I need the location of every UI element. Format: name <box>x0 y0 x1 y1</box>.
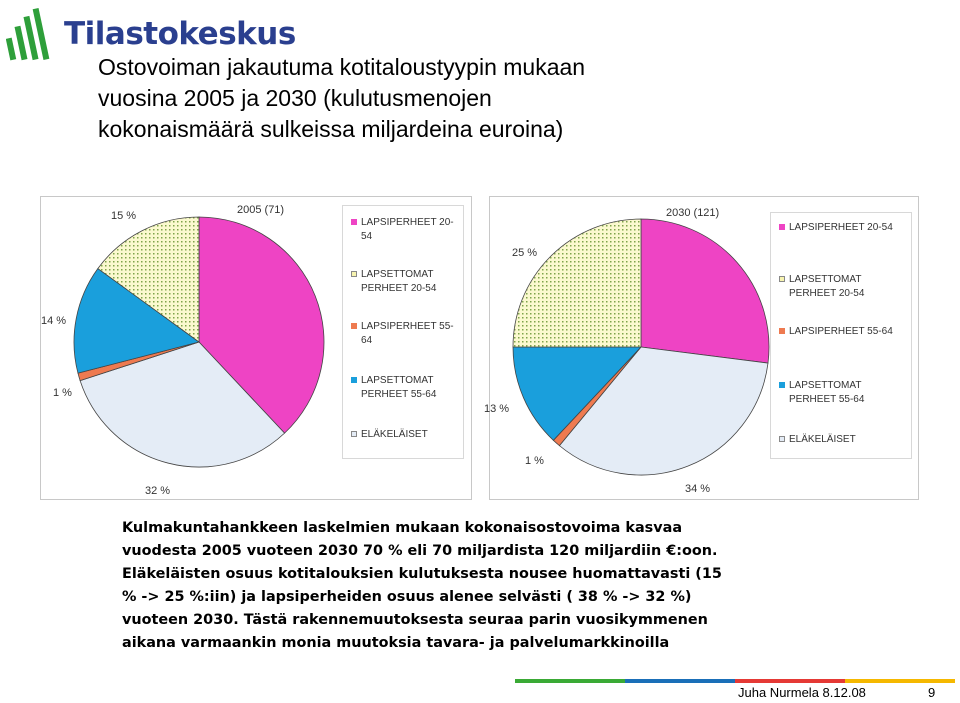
legend-label: LAPSIPERHEET 55-64 <box>361 321 454 346</box>
summary-line: % -> 25 %:iin) ja lapsiperheiden osuus alenee selvästi ( 38 % -> 32 %) <box>122 589 692 605</box>
legend-label: LAPSETTOMAT PERHEET 20-54 <box>789 274 865 299</box>
summary-line: vuoteen 2030. Tästä rakennemuutoksesta seuraa parin vuosikymmenen <box>122 612 708 628</box>
legend-2005 <box>342 205 464 459</box>
footer-bar-yellow <box>845 679 955 683</box>
legend-swatch <box>779 436 785 442</box>
legend-item <box>351 320 457 348</box>
summary-line: vuodesta 2005 vuoteen 2030 70 % eli 70 miljardista 120 miljardiin €:oon. <box>122 543 718 559</box>
legend-label: LAPSETTOMAT PERHEET 20-54 <box>361 269 437 294</box>
legend-swatch <box>779 224 785 230</box>
legend-item <box>779 379 907 407</box>
footer-bar-green <box>515 679 625 683</box>
legend-label: ELÄKELÄISET <box>789 434 856 445</box>
chart-title-2005: 2005 (71) <box>237 204 285 216</box>
legend-label: LAPSIPERHEET 20-54 <box>789 222 893 233</box>
summary-line: Kulmakuntahankkeen laskelmien mukaan kokonaisostovoima kasvaa <box>122 520 683 536</box>
chart-title-2030: 2030 (121) <box>666 207 720 219</box>
legend-label: LAPSIPERHEET 20-54 <box>361 217 454 242</box>
summary-text <box>122 517 882 655</box>
slice-label-lapsiperheet-55-64-2005: 1 % <box>53 387 72 399</box>
legend-swatch <box>351 323 357 329</box>
legend-item <box>779 433 907 447</box>
logo-text: Tilastokeskus <box>64 16 296 52</box>
legend-label: LAPSIPERHEET 55-64 <box>789 326 893 337</box>
legend-swatch <box>779 328 785 334</box>
pie-slice-lapsettomat-20-54 <box>513 219 641 347</box>
slide-title <box>98 52 738 145</box>
title-line: Ostovoiman jakautuma kotitaloustyypin mukaan <box>98 54 586 80</box>
legend-item <box>779 325 907 339</box>
slice-label-lapsettomat-20-54-2030: 34 % <box>685 483 711 495</box>
slice-label-lapsiperheet-55-64-2030: 1 % <box>525 455 544 467</box>
logo-mark-icon <box>6 4 62 64</box>
legend-swatch <box>351 431 357 437</box>
title-line: vuosina 2005 ja 2030 (kulutusmenojen <box>98 85 492 111</box>
legend-label: LAPSETTOMAT PERHEET 55-64 <box>789 380 865 405</box>
legend-2030 <box>770 212 912 459</box>
slice-label-lapsettomat-55-64-2005: 14 % <box>41 315 67 327</box>
footer-author: Juha Nurmela 8.12.08 <box>738 685 866 700</box>
chart-2005-panel <box>40 196 472 500</box>
slice-label-lapsettomat-55-64-2030: 13 % <box>484 403 510 415</box>
slice-label-elakelaiset-2005: 15 % <box>111 210 137 222</box>
slice-label-lapsettomat-20-54-2005: 32 % <box>145 485 171 497</box>
legend-item <box>779 221 907 235</box>
footer-bar-blue <box>625 679 735 683</box>
chart-2030-panel <box>484 196 919 500</box>
legend-label: LAPSETTOMAT PERHEET 55-64 <box>361 375 437 400</box>
title-line: kokonaismäärä sulkeissa miljardeina euroina) <box>98 116 564 142</box>
legend-swatch <box>779 276 785 282</box>
legend-swatch <box>351 271 357 277</box>
legend-item <box>351 428 457 442</box>
pie-slice-lapsiperheet-20-54 <box>641 219 769 363</box>
legend-item <box>351 216 457 244</box>
page-number: 9 <box>928 685 936 700</box>
legend-swatch <box>351 377 357 383</box>
legend-item <box>779 273 907 301</box>
legend-item <box>351 374 457 402</box>
legend-item <box>351 268 457 296</box>
summary-line: aikana varmaankin monia muutoksia tavara- ja palvelumarkkinoilla <box>122 635 670 651</box>
legend-label: ELÄKELÄISET <box>361 429 428 440</box>
legend-swatch <box>351 219 357 225</box>
footer-bar-red <box>735 679 845 683</box>
summary-line: Eläkeläisten osuus kotitalouksien kulutuksesta nousee huomattavasti (15 <box>122 566 722 582</box>
slice-label-elakelaiset-2030: 25 % <box>512 247 538 259</box>
legend-swatch <box>779 382 785 388</box>
